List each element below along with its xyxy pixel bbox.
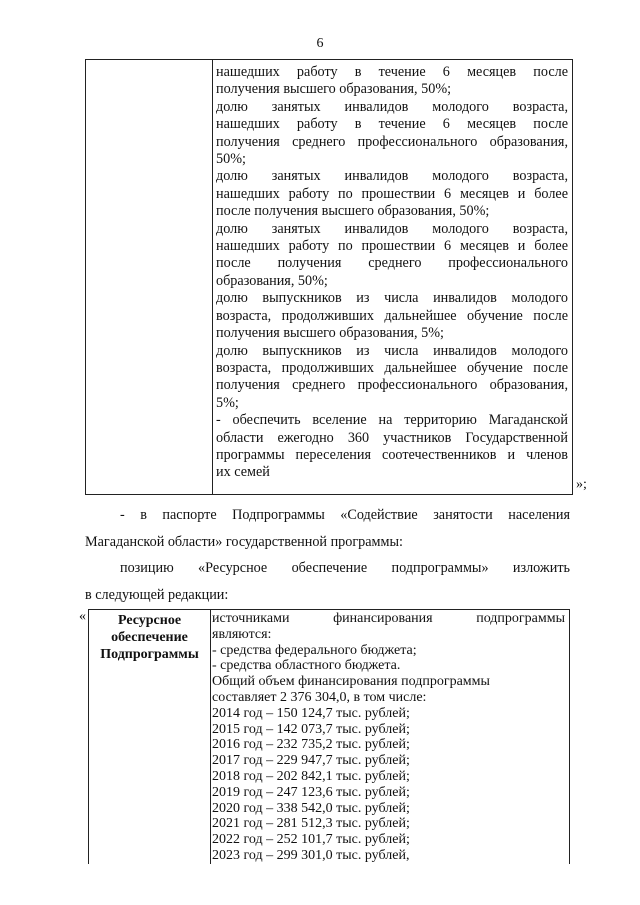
text-line: - средства областного бюджета. — [212, 658, 401, 674]
closing-quote: »; — [576, 477, 587, 492]
table-top-continuation — [85, 59, 573, 495]
text-line: 2019 год – 247 123,6 тыс. рублей; — [212, 784, 410, 800]
table-row-header — [89, 612, 210, 663]
table-bottom-cell — [212, 611, 565, 864]
text-line: 2018 год – 202 842,1 тыс. рублей; — [212, 768, 410, 784]
paragraph-passport-line1: - в паспорте Подпрограммы «Содействие занятости населения — [120, 507, 570, 523]
text-line: 2014 год – 150 124,7 тыс. рублей; — [212, 705, 410, 721]
text-line: получения среднего профессионального образования, — [216, 377, 568, 394]
paragraph-position-line2: в следующей редакции: — [85, 587, 229, 603]
text-line: 50%; — [216, 151, 246, 168]
header-line: Ресурсное — [117, 613, 182, 628]
text-line: нашедших работу по прошествии 6 месяцев и более — [216, 185, 568, 202]
text-line: 2021 год – 281 512,3 тыс. рублей; — [212, 816, 410, 832]
text-line: возраста, продолживших дальнейшее обучение после — [216, 359, 568, 376]
paragraph-passport-line2: Магаданской области» государственной программы: — [85, 534, 403, 550]
text-line: нашедших работу в течение 6 месяцев после — [216, 64, 568, 80]
opening-quote: « — [79, 609, 86, 624]
text-line: 5%; — [216, 394, 239, 411]
table-column-divider — [212, 60, 213, 494]
text-line: являются: — [212, 626, 272, 642]
text-line: 2023 год – 299 301,0 тыс. рублей, — [212, 847, 410, 863]
text-line: нашедших работу в течение 6 месяцев после — [216, 116, 568, 133]
text-line: - средства федерального бюджета; — [212, 642, 417, 658]
table-top-cell — [216, 64, 568, 482]
header-line: обеспечение — [111, 630, 188, 645]
text-line: долю выпускников из числа инвалидов молодого — [216, 342, 568, 359]
text-line: после получения среднего профессионального — [216, 255, 568, 272]
table-resource-provision — [88, 609, 570, 864]
text-line: области ежегодно 360 участников Государственной — [216, 429, 568, 446]
text-line: - обеспечить вселение на территорию Магаданской — [216, 412, 568, 429]
text-line: 2015 год – 142 073,7 тыс. рублей; — [212, 721, 410, 737]
page-number: 6 — [316, 36, 324, 51]
text-line: долю выпускников из числа инвалидов молодого — [216, 290, 568, 307]
text-line: источниками финансирования подпрограммы — [212, 611, 565, 626]
text-line: программы переселения соотечественников и членов — [216, 446, 568, 463]
text-line: составляет 2 376 304,0, в том числе: — [212, 689, 427, 705]
text-line: долю занятых инвалидов молодого возраста, — [216, 98, 568, 115]
text-line: образования, 50%; — [216, 272, 328, 289]
text-line: 2022 год – 252 101,7 тыс. рублей; — [212, 832, 410, 848]
text-line: долю занятых инвалидов молодого возраста, — [216, 168, 568, 185]
text-line: получения среднего профессионального образования, — [216, 133, 568, 150]
text-line: Общий объем финансирования подпрограммы — [212, 674, 490, 690]
text-line: получения высшего образования, 5%; — [216, 325, 445, 342]
text-line: 2016 год – 232 735,2 тыс. рублей; — [212, 737, 410, 753]
paragraph-position-line1: позицию «Ресурсное обеспечение подпрограммы» изложить — [120, 560, 570, 576]
text-line: их семей — [216, 464, 270, 481]
text-line: возраста, продолживших дальнейшее обучение после — [216, 307, 568, 324]
text-line: 2020 год – 338 542,0 тыс. рублей; — [212, 800, 410, 816]
table-column-divider — [210, 610, 211, 864]
text-line: получения высшего образования, 50%; — [216, 81, 452, 98]
text-line: нашедших работу по прошествии 6 месяцев и более — [216, 238, 568, 255]
text-line: после получения высшего образования, 50%; — [216, 203, 490, 220]
text-line: долю занятых инвалидов молодого возраста, — [216, 220, 568, 237]
text-line: 2017 год – 229 947,7 тыс. рублей; — [212, 753, 410, 769]
header-line: Подпрограммы — [100, 647, 199, 662]
